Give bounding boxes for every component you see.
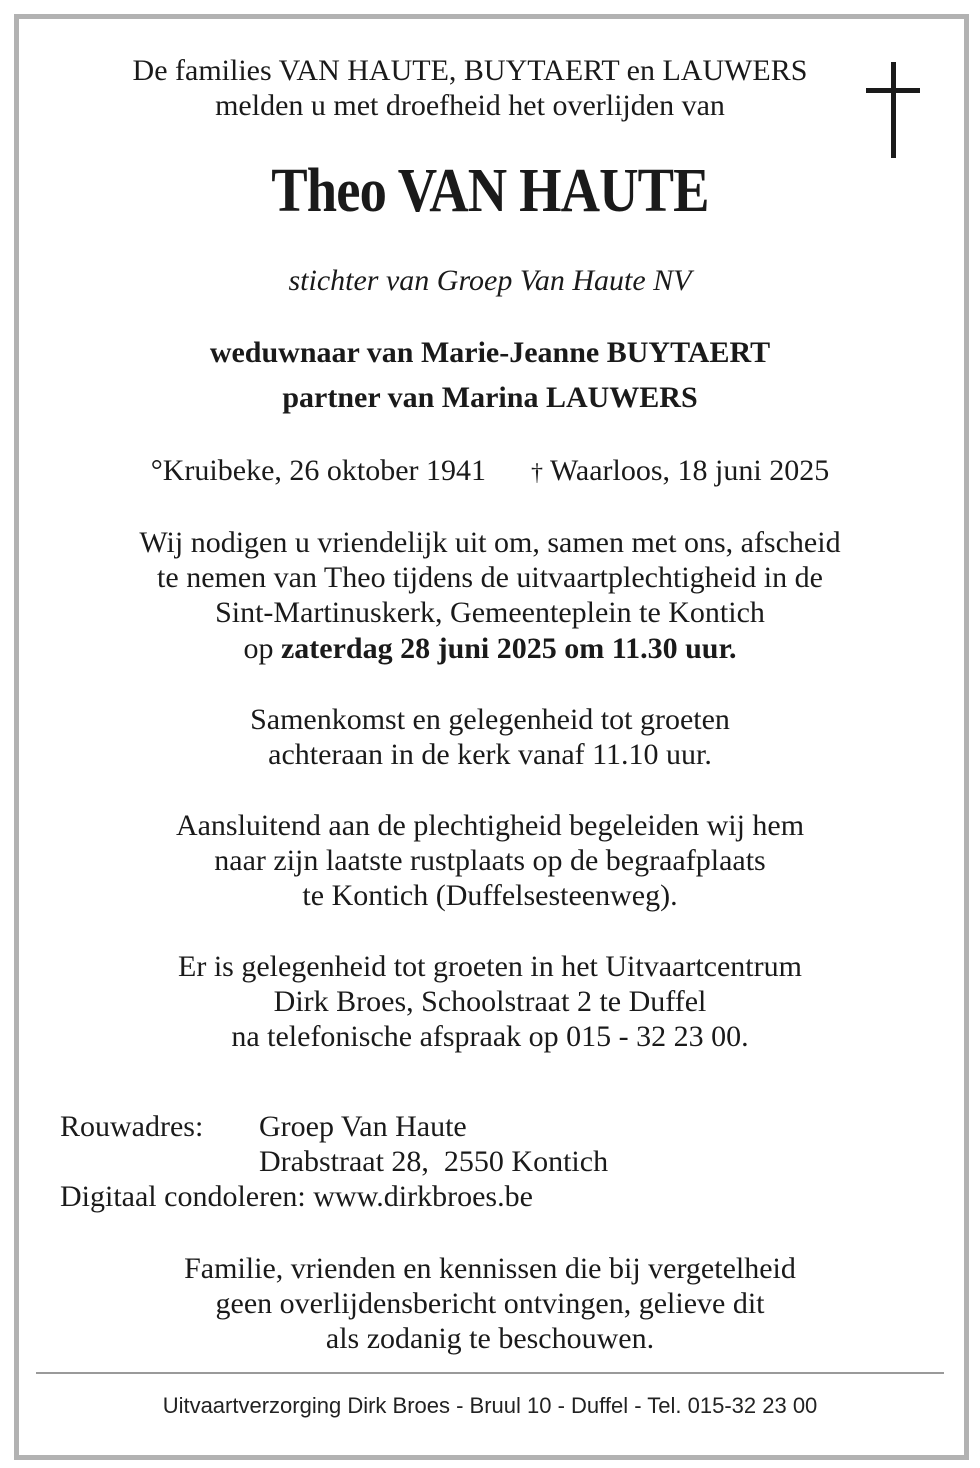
address-line-2: Drabstraat 28, 2550 Kontich bbox=[259, 1145, 609, 1178]
closing-line-2: geen overlijdensbericht ontvingen, gelieve dit bbox=[215, 1287, 765, 1320]
ceremony-datetime: zaterdag 28 juni 2025 om 11.30 uur. bbox=[280, 632, 737, 665]
burial-line-3: te Kontich (Duffelsesteenweg). bbox=[302, 879, 678, 912]
address-line-1: Groep Van Haute bbox=[259, 1110, 467, 1143]
header-line-1: De families VAN HAUTE, BUYTAERT en LAUWERS bbox=[132, 54, 808, 87]
death-date: Waarloos, 18 juni 2025 bbox=[550, 454, 830, 487]
condolence-link[interactable]: Digitaal condoleren: www.dirkbroes.be bbox=[60, 1180, 533, 1213]
footer-text: Uitvaartverzorging Dirk Broes - Bruul 10 - Duffel - Tel. 015-32 23 00 bbox=[162, 1393, 818, 1418]
gathering-line-1: Samenkomst en gelegenheid tot groeten bbox=[250, 703, 730, 736]
gathering-line-2: achteraan in de kerk vanaf 11.10 uur. bbox=[268, 738, 712, 771]
life-dates bbox=[0, 454, 980, 490]
deceased-name: Theo VAN HAUTE bbox=[271, 157, 709, 225]
visitation-line-2: Dirk Broes, Schoolstraat 2 te Duffel bbox=[273, 985, 707, 1018]
announcement-frame bbox=[14, 14, 969, 1460]
ceremony-line-4 bbox=[0, 632, 980, 666]
footer-divider bbox=[36, 1372, 944, 1374]
ceremony-line-3: Sint-Martinuskerk, Gemeenteplein te Kontich bbox=[215, 596, 765, 629]
burial-line-1: Aansluitend aan de plechtigheid begeleiden wij hem bbox=[175, 809, 805, 842]
address-label: Rouwadres: bbox=[60, 1110, 204, 1143]
relation-line-1: weduwnaar van Marie-Jeanne BUYTAERT bbox=[209, 336, 771, 369]
death-cross-icon: † bbox=[531, 460, 544, 486]
deceased-subtitle: stichter van Groep Van Haute NV bbox=[288, 264, 692, 297]
closing-line-1: Familie, vrienden en kennissen die bij vergetelheid bbox=[184, 1252, 796, 1285]
ceremony-line-1: Wij nodigen u vriendelijk uit om, samen met ons, afscheid bbox=[139, 526, 841, 559]
closing-line-3: als zodanig te beschouwen. bbox=[325, 1322, 655, 1355]
ceremony-line-2: te nemen van Theo tijdens de uitvaartplechtigheid in de bbox=[157, 561, 823, 594]
visitation-line-1: Er is gelegenheid tot groeten in het Uitvaartcentrum bbox=[178, 950, 802, 983]
burial-line-2: naar zijn laatste rustplaats op de begraafplaats bbox=[214, 844, 766, 877]
ceremony-prefix: op bbox=[243, 632, 274, 665]
relation-line-2: partner van Marina LAUWERS bbox=[282, 381, 698, 414]
visitation-line-3: na telefonische afspraak op 015 - 32 23 00. bbox=[231, 1020, 749, 1053]
birth-date: °Kruibeke, 26 oktober 1941 bbox=[150, 454, 487, 487]
header-line-2: melden u met droefheid het overlijden van bbox=[215, 89, 725, 122]
